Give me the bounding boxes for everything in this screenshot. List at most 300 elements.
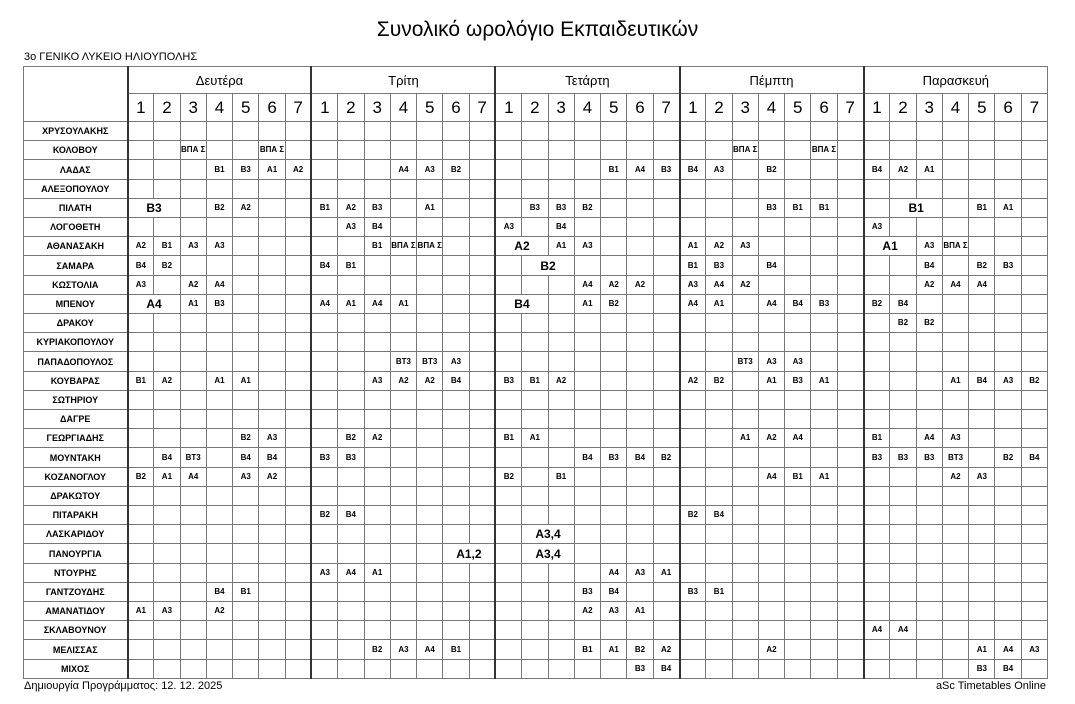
empty-cell [338,141,364,160]
empty-cell [916,563,942,582]
empty-cell [811,218,837,237]
empty-cell [680,333,706,352]
empty-cell [364,390,390,409]
empty-cell [311,237,337,256]
empty-cell [338,467,364,486]
lesson-cell: Α3 [864,218,890,237]
empty-cell [417,659,443,678]
empty-cell [285,506,311,525]
empty-cell [417,486,443,505]
empty-cell [785,333,811,352]
empty-cell [811,563,837,582]
empty-cell [469,160,495,179]
lesson-cell: Α2 [732,275,758,294]
lesson-cell: Β2 [969,256,995,275]
empty-cell [390,582,416,601]
empty-cell [390,198,416,217]
empty-cell [680,525,706,544]
empty-cell [601,237,627,256]
empty-cell [522,621,548,640]
empty-cell [285,621,311,640]
empty-cell [311,352,337,371]
empty-cell [995,390,1021,409]
empty-cell [338,486,364,505]
lesson-cell: Α4 [706,275,732,294]
empty-cell [443,563,469,582]
empty-cell [469,390,495,409]
empty-cell [732,582,758,601]
empty-cell [285,410,311,429]
empty-cell [653,410,679,429]
empty-cell [732,160,758,179]
empty-cell [969,352,995,371]
empty-cell [916,582,942,601]
teacher-name: ΣΩΤΗΡΙΟΥ [24,390,128,409]
teacher-row [24,506,1048,525]
empty-cell [942,122,968,141]
lesson-cell: Α2 [180,275,206,294]
empty-cell [995,563,1021,582]
empty-cell [811,544,837,563]
empty-cell [469,640,495,659]
empty-cell [548,179,574,198]
empty-cell [942,198,968,217]
period-number: 2 [154,94,180,122]
empty-cell [522,390,548,409]
empty-cell [995,160,1021,179]
lesson-cell: Α1 [338,294,364,313]
lesson-cell: Α2 [285,160,311,179]
empty-cell [128,160,154,179]
lesson-cell: Β3 [495,371,521,390]
lesson-cell: ΒΤ3 [732,352,758,371]
empty-cell [180,198,206,217]
empty-cell [837,563,863,582]
empty-cell [864,544,890,563]
empty-cell [311,410,337,429]
lesson-cell: Α2 [916,275,942,294]
empty-cell [259,582,285,601]
empty-cell [548,390,574,409]
empty-cell [653,218,679,237]
empty-cell [811,448,837,467]
empty-cell [916,640,942,659]
empty-cell [443,179,469,198]
teacher-row [24,640,1048,659]
empty-cell [495,486,521,505]
lesson-cell: Β4 [916,256,942,275]
lesson-cell: Β4 [154,448,180,467]
empty-cell [969,563,995,582]
empty-cell [864,122,890,141]
empty-cell [285,294,311,313]
empty-cell [390,659,416,678]
empty-cell [732,544,758,563]
empty-cell [180,410,206,429]
lesson-cell: Β3 [864,448,890,467]
empty-cell [680,602,706,621]
lesson-cell: Α2 [890,160,916,179]
empty-cell [522,333,548,352]
empty-cell [364,582,390,601]
lesson-cell: Α3 [443,352,469,371]
empty-cell [680,141,706,160]
lesson-cell: ΒΤ3 [390,352,416,371]
empty-cell [259,525,285,544]
empty-cell [285,448,311,467]
empty-cell [785,256,811,275]
empty-cell [443,410,469,429]
lesson-cell: Β1 [233,582,259,601]
lesson-cell: Α1 [627,602,653,621]
empty-cell [627,198,653,217]
empty-cell [706,314,732,333]
lesson-cell: Α3 [785,352,811,371]
empty-cell [417,141,443,160]
empty-cell [154,333,180,352]
teacher-name: ΓΕΩΡΓΙΑΔΗΣ [24,429,128,448]
empty-cell [285,314,311,333]
empty-cell [653,256,679,275]
lesson-cell: Α2 [259,467,285,486]
empty-cell [522,160,548,179]
lesson-cell: Α3 [154,602,180,621]
empty-cell [890,544,916,563]
empty-cell [206,410,232,429]
empty-cell [706,602,732,621]
empty-cell [285,179,311,198]
empty-cell [233,122,259,141]
empty-cell [548,506,574,525]
empty-cell [969,448,995,467]
empty-cell [890,486,916,505]
empty-cell [732,314,758,333]
empty-cell [154,621,180,640]
empty-cell [285,237,311,256]
empty-cell [259,621,285,640]
empty-cell [969,179,995,198]
empty-cell [890,371,916,390]
app-credit: aSc Timetables Online [935,680,1046,692]
lesson-cell: Α4 [601,563,627,582]
teacher-row [24,467,1048,486]
empty-cell [548,621,574,640]
empty-cell [653,525,679,544]
empty-cell [574,525,600,544]
empty-cell [180,621,206,640]
empty-cell [259,640,285,659]
empty-cell [732,506,758,525]
empty-cell [469,141,495,160]
lesson-cell: Α4 [680,294,706,313]
lesson-cell: Β4 [311,256,337,275]
lesson-cell: Α1 [233,371,259,390]
lesson-cell: Β4 [653,659,679,678]
empty-cell [364,602,390,621]
lesson-cell: Α4 [574,275,600,294]
empty-cell [785,179,811,198]
empty-cell [469,256,495,275]
lesson-cell: Α4 [417,640,443,659]
empty-cell [574,256,600,275]
empty-cell [180,429,206,448]
empty-cell [942,141,968,160]
empty-cell [995,582,1021,601]
empty-cell [864,179,890,198]
teacher-name: ΓΑΝΤΖΟΥΔΗΣ [24,582,128,601]
empty-cell [811,352,837,371]
day-header: Παρασκευή [864,67,1048,94]
empty-cell [285,467,311,486]
empty-cell [469,352,495,371]
empty-cell [233,141,259,160]
lesson-cell: Α3,4 [522,544,575,563]
lesson-cell: Α3 [180,237,206,256]
empty-cell [338,582,364,601]
lesson-cell: Β4 [706,506,732,525]
empty-cell [995,602,1021,621]
lesson-cell: Β4 [890,294,916,313]
lesson-cell: Α3 [627,563,653,582]
lesson-cell: Β1 [785,467,811,486]
empty-cell [128,179,154,198]
empty-cell [495,506,521,525]
lesson-cell: Α4 [758,467,784,486]
empty-cell [233,294,259,313]
empty-cell [785,410,811,429]
empty-cell [1021,314,1047,333]
empty-cell [206,467,232,486]
empty-cell [495,314,521,333]
lesson-cell: Β4 [758,256,784,275]
empty-cell [706,352,732,371]
empty-cell [758,544,784,563]
lesson-cell: Α3 [259,429,285,448]
empty-cell [916,486,942,505]
empty-cell [890,640,916,659]
lesson-cell: ΒΠΑ Σ [732,141,758,160]
empty-cell [259,333,285,352]
empty-cell [680,198,706,217]
empty-cell [1021,333,1047,352]
empty-cell [311,525,337,544]
empty-cell [890,333,916,352]
empty-cell [837,486,863,505]
empty-cell [233,525,259,544]
empty-cell [233,506,259,525]
empty-cell [390,467,416,486]
empty-cell [259,563,285,582]
empty-cell [469,429,495,448]
empty-cell [128,314,154,333]
empty-cell [364,486,390,505]
period-number: 6 [995,94,1021,122]
empty-cell [390,448,416,467]
teacher-row [24,179,1048,198]
empty-cell [338,275,364,294]
lesson-cell: Α3 [206,237,232,256]
teacher-name: ΜΙΧΟΣ [24,659,128,678]
empty-cell [785,390,811,409]
empty-cell [285,371,311,390]
lesson-cell: Β2 [627,640,653,659]
creation-date: Δημιουργία Προγράμματος: 12. 12. 2025 [24,680,223,692]
empty-cell [916,294,942,313]
empty-cell [837,659,863,678]
empty-cell [942,256,968,275]
empty-cell [995,544,1021,563]
lesson-cell: Β3 [653,160,679,179]
empty-cell [548,410,574,429]
teacher-name: ΝΤΟΥΡΗΣ [24,563,128,582]
empty-cell [469,294,495,313]
empty-cell [548,602,574,621]
empty-cell [522,582,548,601]
empty-cell [758,333,784,352]
empty-cell [653,602,679,621]
empty-cell [890,563,916,582]
empty-cell [259,390,285,409]
empty-cell [574,621,600,640]
empty-cell [522,141,548,160]
empty-cell [890,659,916,678]
empty-cell [627,544,653,563]
empty-cell [601,218,627,237]
empty-cell [417,525,443,544]
empty-cell [680,448,706,467]
empty-cell [811,179,837,198]
empty-cell [338,122,364,141]
empty-cell [285,390,311,409]
empty-cell [758,621,784,640]
empty-cell [653,467,679,486]
lesson-cell: Α1 [390,294,416,313]
empty-cell [601,141,627,160]
empty-cell [811,602,837,621]
empty-cell [338,333,364,352]
empty-cell [522,448,548,467]
empty-cell [311,275,337,294]
period-number: 6 [259,94,285,122]
empty-cell [128,448,154,467]
empty-cell [311,371,337,390]
empty-cell [732,525,758,544]
lesson-cell: Β3 [364,198,390,217]
empty-cell [259,179,285,198]
empty-cell [995,429,1021,448]
lesson-cell: Α4 [206,275,232,294]
empty-cell [1021,429,1047,448]
lesson-cell: Α3 [732,237,758,256]
lesson-cell: Β2 [338,429,364,448]
empty-cell [338,371,364,390]
lesson-cell: Α1 [180,294,206,313]
empty-cell [837,160,863,179]
empty-cell [969,294,995,313]
empty-cell [574,544,600,563]
period-number: 3 [364,94,390,122]
empty-cell [732,371,758,390]
period-number: 5 [601,94,627,122]
empty-cell [522,410,548,429]
lesson-cell: Α2 [706,237,732,256]
empty-cell [653,275,679,294]
empty-cell [154,582,180,601]
empty-cell [522,275,548,294]
teacher-row [24,237,1048,256]
empty-cell [206,141,232,160]
empty-cell [443,333,469,352]
empty-cell [206,448,232,467]
period-number: 4 [942,94,968,122]
empty-cell [469,371,495,390]
empty-cell [206,390,232,409]
empty-cell [443,659,469,678]
empty-cell [390,429,416,448]
teacher-row [24,544,1048,563]
empty-cell [916,602,942,621]
empty-cell [154,179,180,198]
empty-cell [890,218,916,237]
empty-cell [680,486,706,505]
empty-cell [128,640,154,659]
empty-cell [653,582,679,601]
lesson-cell: Β4 [128,256,154,275]
empty-cell [811,390,837,409]
teacher-name: ΔΡΑΚΩΤΟΥ [24,486,128,505]
empty-cell [522,486,548,505]
lesson-cell: Β1 [969,198,995,217]
empty-cell [890,122,916,141]
lesson-cell: Β2 [128,467,154,486]
empty-cell [128,390,154,409]
period-number: 4 [758,94,784,122]
empty-cell [732,410,758,429]
empty-cell [390,256,416,275]
empty-cell [837,314,863,333]
lesson-cell: Β1 [154,237,180,256]
empty-cell [574,314,600,333]
lesson-cell: Β4 [495,294,548,313]
empty-cell [732,602,758,621]
empty-cell [864,314,890,333]
empty-cell [785,563,811,582]
period-number: 5 [785,94,811,122]
lesson-cell: Β1 [206,160,232,179]
empty-cell [785,621,811,640]
lesson-cell: Β4 [574,448,600,467]
lesson-cell: Β1 [785,198,811,217]
lesson-cell: Β3 [995,256,1021,275]
lesson-cell: Β2 [443,160,469,179]
empty-cell [259,275,285,294]
lesson-cell: Α2 [233,198,259,217]
empty-cell [837,506,863,525]
empty-cell [206,333,232,352]
empty-cell [706,659,732,678]
empty-cell [864,333,890,352]
empty-cell [469,410,495,429]
teacher-name: ΠΙΤΑΡΑΚΗ [24,506,128,525]
empty-cell [417,275,443,294]
lesson-cell: Α4 [864,621,890,640]
empty-cell [154,122,180,141]
period-number: 4 [390,94,416,122]
empty-cell [443,390,469,409]
teacher-row [24,563,1048,582]
empty-cell [706,448,732,467]
empty-cell [574,467,600,486]
